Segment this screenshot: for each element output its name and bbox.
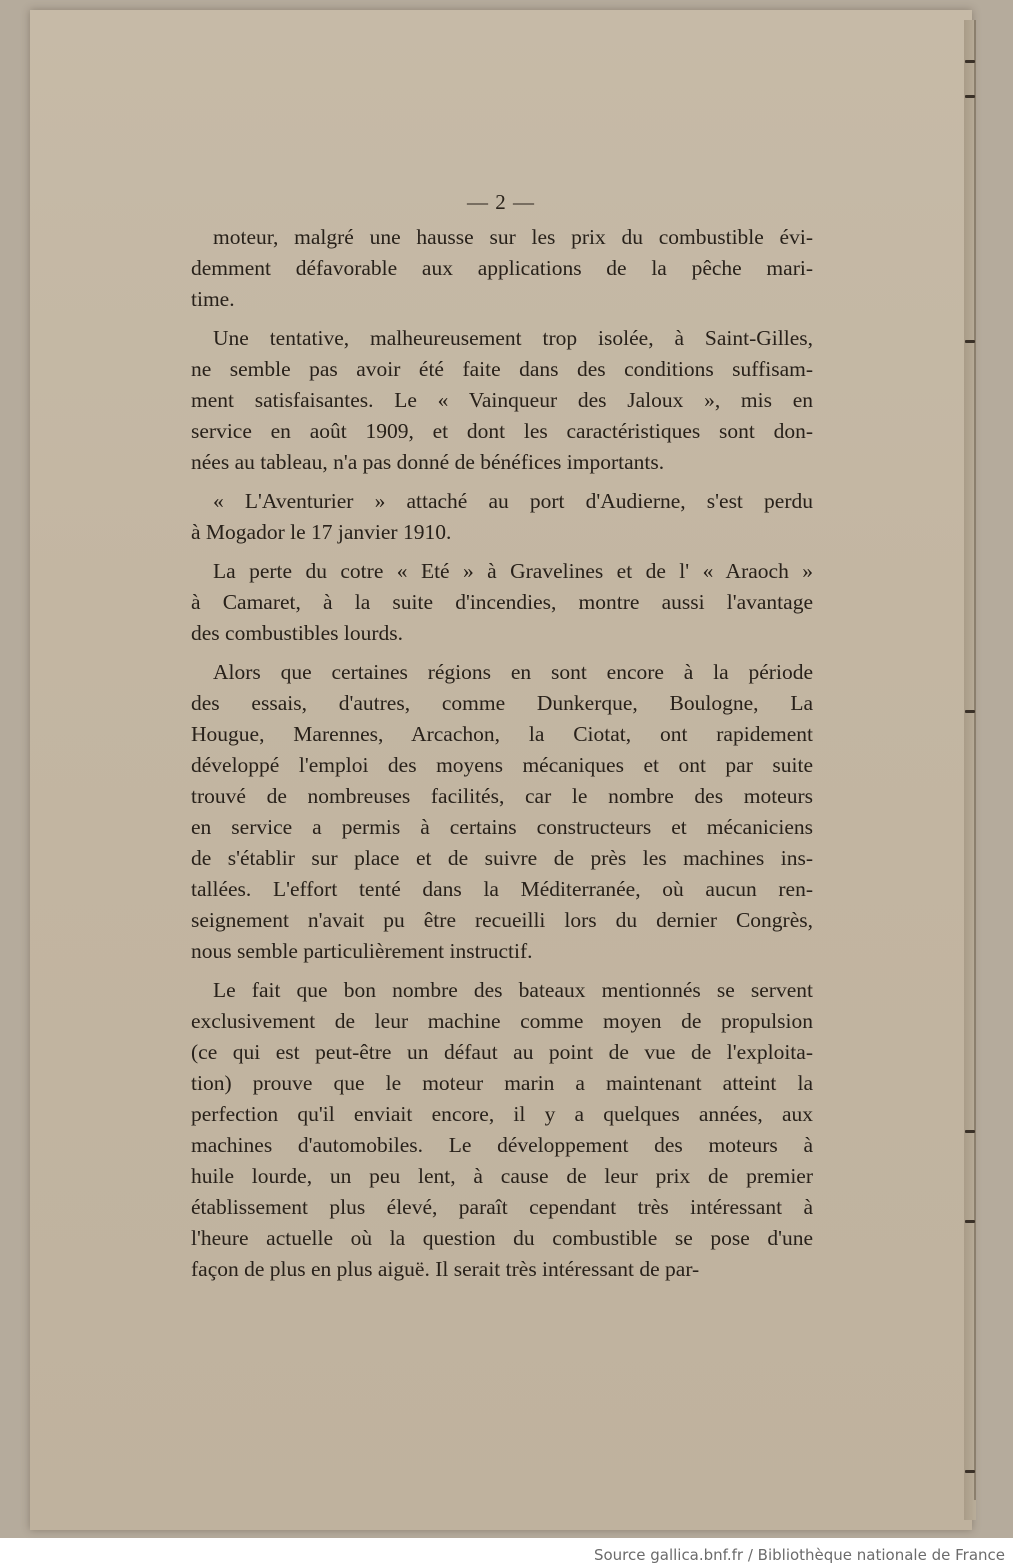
text-line: perfection qu'il enviait encore, il y a quelques années, aux [191,1102,813,1126]
binding-stitch [965,60,975,63]
binding-stitch [965,710,975,713]
text-line: façon de plus en plus aiguë. Il serait très intéressant de par- [191,1257,700,1281]
text-line: huile lourde, un peu lent, à cause de leur prix de premier [191,1164,813,1188]
text-line: développé l'emploi des moyens mécaniques et ont par suite [191,753,813,777]
text-line: des essais, d'autres, comme Dunkerque, Boulogne, La [191,691,813,715]
text-line: l'heure actuelle où la question du combustible se pose d'une [191,1226,813,1250]
text-line: à Camaret, à la suite d'incendies, montre aussi l'avantage [191,590,813,614]
binding-stitch [965,1220,975,1223]
binding-stitch [965,1130,975,1133]
text-line: nous semble particulièrement instructif. [191,939,533,963]
text-line: trouvé de nombreuses facilités, car le nombre des moteurs [191,784,813,808]
text-line: time. [191,287,235,311]
body-text [191,222,813,1293]
text-line: à Mogador le 17 janvier 1910. [191,520,452,544]
text-line: ne semble pas avoir été faite dans des conditions suffisam- [191,357,813,381]
binding-stitch [965,340,975,343]
text-line: seignement n'avait pu être recueilli lors du dernier Congrès, [191,908,813,932]
text-line: tallées. L'effort tenté dans la Méditerranée, où aucun ren- [191,877,813,901]
paragraph [191,222,813,315]
binding-thread [974,20,976,1500]
text-line: établissement plus élevé, paraît cependant très intéressant à [191,1195,813,1219]
text-line: en service a permis à certains constructeurs et mécaniciens [191,815,813,839]
paragraph [191,486,813,548]
text-line: (ce qui est peut-être un défaut au point de vue de l'exploita- [191,1040,813,1064]
text-line: La perte du cotre « Eté » à Gravelines et de l' « Araoch » [213,559,813,583]
text-line: service en août 1909, et dont les caractéristiques sont don- [191,419,813,443]
text-line: des combustibles lourds. [191,621,403,645]
text-line: exclusivement de leur machine comme moyen de propulsion [191,1009,813,1033]
text-line: tion) prouve que le moteur marin a maintenant atteint la [191,1071,813,1095]
paragraph [191,556,813,649]
text-line: ment satisfaisantes. Le « Vainqueur des Jaloux », mis en [191,388,813,412]
text-line: Une tentative, malheureusement trop isolée, à Saint-Gilles, [213,326,813,350]
text-line: Hougue, Marennes, Arcachon, la Ciotat, ont rapidement [191,722,813,746]
source-credit: Source gallica.bnf.fr / Bibliothèque nationale de France [593,1546,1005,1564]
text-line: Alors que certaines régions en sont encore à la période [213,660,813,684]
text-line: Le fait que bon nombre des bateaux mentionnés se servent [213,978,813,1002]
paragraph [191,975,813,1285]
text-line: moteur, malgré une hausse sur les prix du combustible évi- [213,225,813,249]
text-line: machines d'automobiles. Le développement des moteurs à [191,1133,813,1157]
text-line: de s'établir sur place et de suivre de près les machines ins- [191,846,813,870]
text-line: nées au tableau, n'a pas donné de bénéfices importants. [191,450,665,474]
paragraph [191,657,813,967]
page-number: — 2 — [467,190,535,214]
text-line: demment défavorable aux applications de la pêche mari- [191,256,813,280]
paragraph [191,323,813,478]
binding-stitch [965,1470,975,1473]
binding-stitch [965,95,975,98]
text-line: « L'Aventurier » attaché au port d'Audierne, s'est perdu [213,489,813,513]
